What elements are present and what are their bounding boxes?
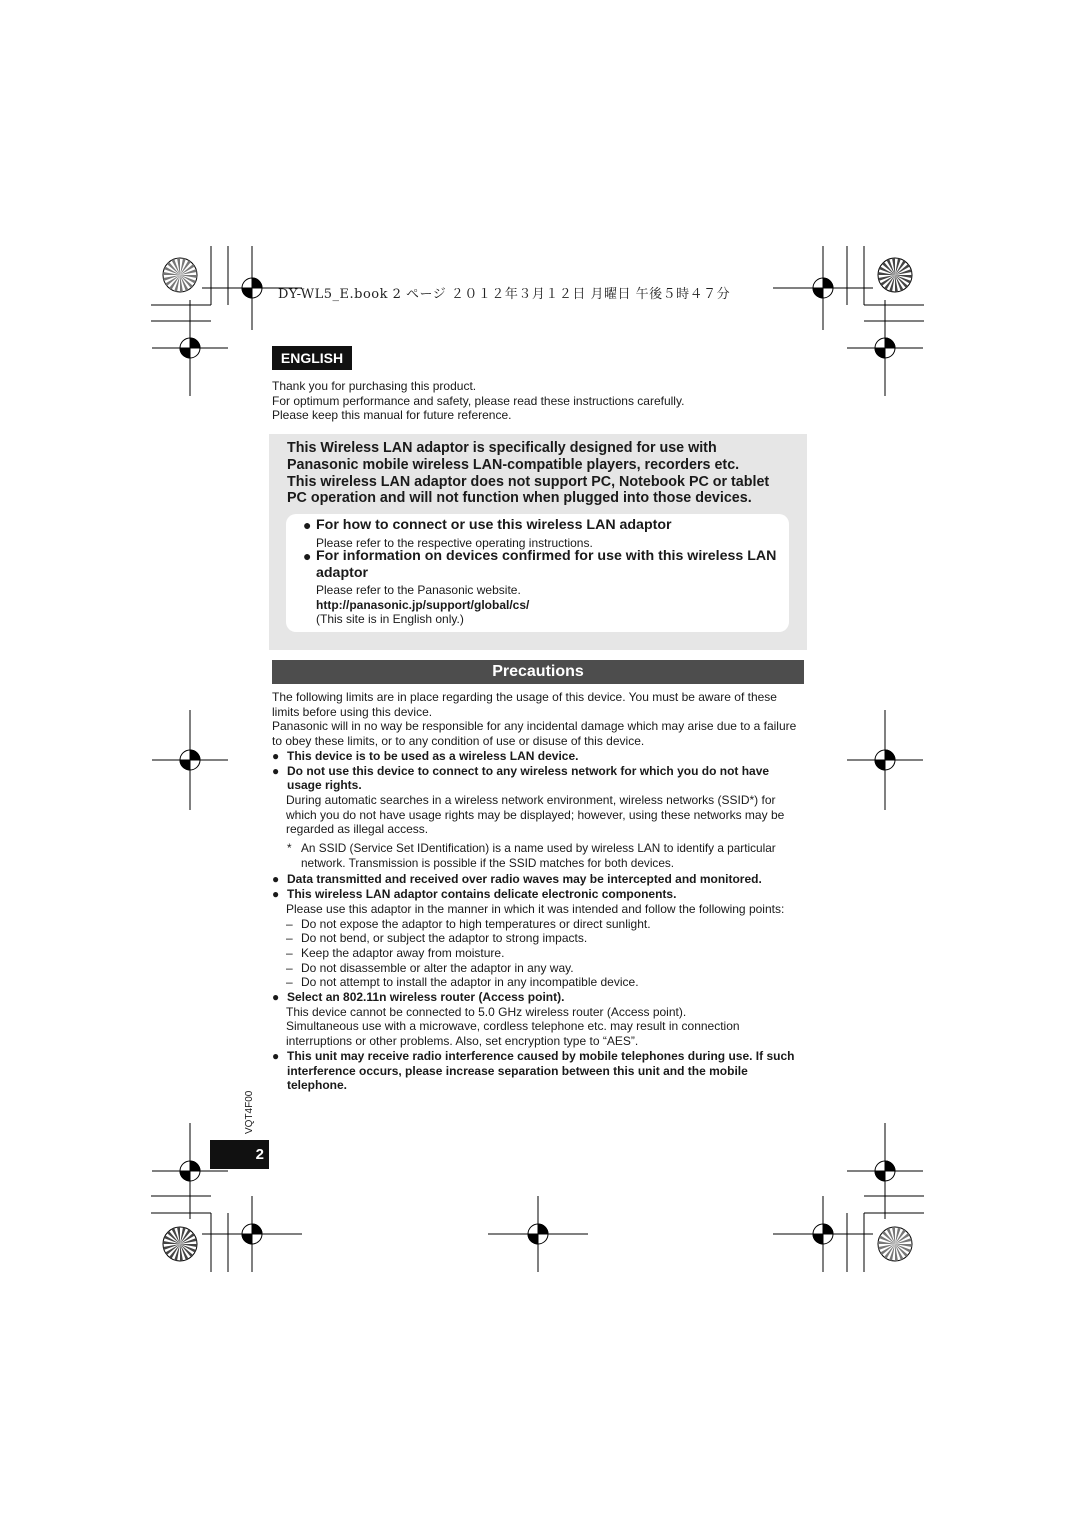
- precaution-text: Please use this adaptor in the manner in which it was intended and follow the following points:: [286, 901, 785, 916]
- info-title: For information on devices confirmed for use with this wireless LAN adaptor: [316, 548, 777, 581]
- precaution-text: This device cannot be connected to 5.0 GHz wireless router (Access point).: [286, 1004, 687, 1019]
- bullet-icon: ●: [272, 887, 280, 902]
- star-target-icon: [878, 1227, 912, 1261]
- bullet-icon: ●: [272, 748, 280, 763]
- notice-line: Panasonic mobile wireless LAN-compatible players, recorders etc.: [287, 456, 740, 473]
- precaution-title: This wireless LAN adaptor contains delicate electronic components.: [287, 887, 677, 902]
- dash-icon: –: [286, 960, 293, 975]
- precaution-point: [272, 931, 804, 946]
- precaution-point: [272, 961, 804, 976]
- model-code-text: VQT4F00: [244, 1090, 255, 1134]
- info-line: (This site is in English only.): [316, 612, 464, 626]
- precaution-title: This unit may receive radio interference caused by mobile telephones during use. If such interference occurs, please increase separation between this unit and the mobile telephone.: [287, 1048, 795, 1093]
- info-line: Please refer to the respective operating instructions.: [316, 536, 593, 550]
- page-number: 2: [210, 1140, 269, 1169]
- bullet-icon: ●: [272, 872, 280, 887]
- notice-line: This Wireless LAN adaptor is specifically designed for use with: [287, 440, 717, 456]
- notice-text: [287, 440, 797, 507]
- precaution-text: During automatic searches in a wireless network environment, wireless networks (SSID*) for which you do not have usage rights may be displayed; however, using these networks may be regarded as illegal access.: [286, 792, 785, 837]
- notice-line: PC operation and will not function when plugged into those devices.: [287, 490, 752, 507]
- precaution-point: [272, 946, 804, 961]
- star-target-icon: [878, 258, 912, 292]
- precaution-text: Simultaneous use with a microwave, cordless telephone etc. may result in connection interruptions or other problems. Also, set encryption type to “AES”.: [286, 1019, 740, 1049]
- intro-line: Thank you for purchasing this product.: [272, 379, 477, 393]
- dash-icon: –: [286, 975, 293, 990]
- point-text: Do not expose the adaptor to high temperatures or direct sunlight.: [301, 916, 651, 931]
- precaution-item: [272, 872, 804, 887]
- precautions-body: [272, 690, 804, 1093]
- dash-icon: –: [286, 945, 293, 960]
- precaution-title: This device is to be used as a wireless LAN device.: [287, 748, 579, 763]
- precaution-item: [272, 764, 804, 793]
- print-header: DY-WL5_E.book 2 ページ ２０１２年３月１２日 月曜日 午後５時４７分: [278, 287, 731, 302]
- intro-line: Please keep this manual for future reference.: [272, 408, 512, 423]
- bullet-icon: ●: [272, 763, 280, 778]
- precaution-title: Select an 802.11n wireless router (Access point).: [287, 990, 565, 1005]
- bullet-icon: ●: [272, 1048, 280, 1063]
- point-text: Do not bend, or subject the adaptor to strong impacts.: [301, 931, 588, 946]
- info-card: [286, 514, 789, 632]
- point-text: Keep the adaptor away from moisture.: [301, 945, 505, 960]
- language-badge: ENGLISH: [272, 346, 352, 370]
- model-code: [244, 1090, 258, 1134]
- star-target-icon: [163, 258, 197, 292]
- intro-text: [272, 379, 812, 423]
- precautions-intro: Panasonic will in no way be responsible for any incidental damage which may arise due to a failure to obey these limits, or to any condition of use or disuse of this device.: [272, 719, 797, 749]
- footnote-mark: *: [287, 841, 292, 856]
- precautions-intro: The following limits are in place regarding the usage of this device. You must be aware of these limits before using this device.: [272, 690, 777, 719]
- precaution-item: [272, 1049, 804, 1093]
- dash-icon: –: [286, 931, 293, 946]
- precaution-item: [272, 887, 804, 902]
- precaution-item: [272, 990, 804, 1005]
- bullet-icon: ●: [272, 990, 280, 1005]
- info-line: Please refer to the Panasonic website.: [316, 583, 521, 597]
- point-text: Do not disassemble or alter the adaptor in any way.: [301, 960, 574, 975]
- footnote-text: An SSID (Service Set IDentification) is a name used by wireless LAN to identify a particular network. Transmission is possible if the SSID matches for both devices.: [301, 841, 776, 870]
- precaution-point: [272, 975, 804, 990]
- precaution-title: Do not use this device to connect to any wireless network for which you do not have usage rights.: [287, 763, 770, 793]
- precaution-item: [272, 749, 804, 764]
- footnote: [272, 841, 804, 870]
- notice-line: This wireless LAN adaptor does not support PC, Notebook PC or tablet: [287, 473, 770, 490]
- info-title: For how to connect or use this wireless LAN adaptor: [316, 517, 672, 533]
- bullet-icon: ●: [303, 517, 312, 533]
- website-link[interactable]: http://panasonic.jp/support/global/cs/: [316, 598, 530, 612]
- precautions-heading: Precautions: [272, 660, 804, 684]
- point-text: Do not attempt to install the adaptor in any incompatible device.: [301, 975, 639, 990]
- precaution-point: [272, 917, 804, 932]
- dash-icon: –: [286, 916, 293, 931]
- intro-line: For optimum performance and safety, please read these instructions carefully.: [272, 393, 685, 408]
- precaution-title: Data transmitted and received over radio waves may be intercepted and monitored.: [287, 872, 762, 887]
- bullet-icon: ●: [303, 548, 312, 564]
- star-target-icon: [163, 1227, 197, 1261]
